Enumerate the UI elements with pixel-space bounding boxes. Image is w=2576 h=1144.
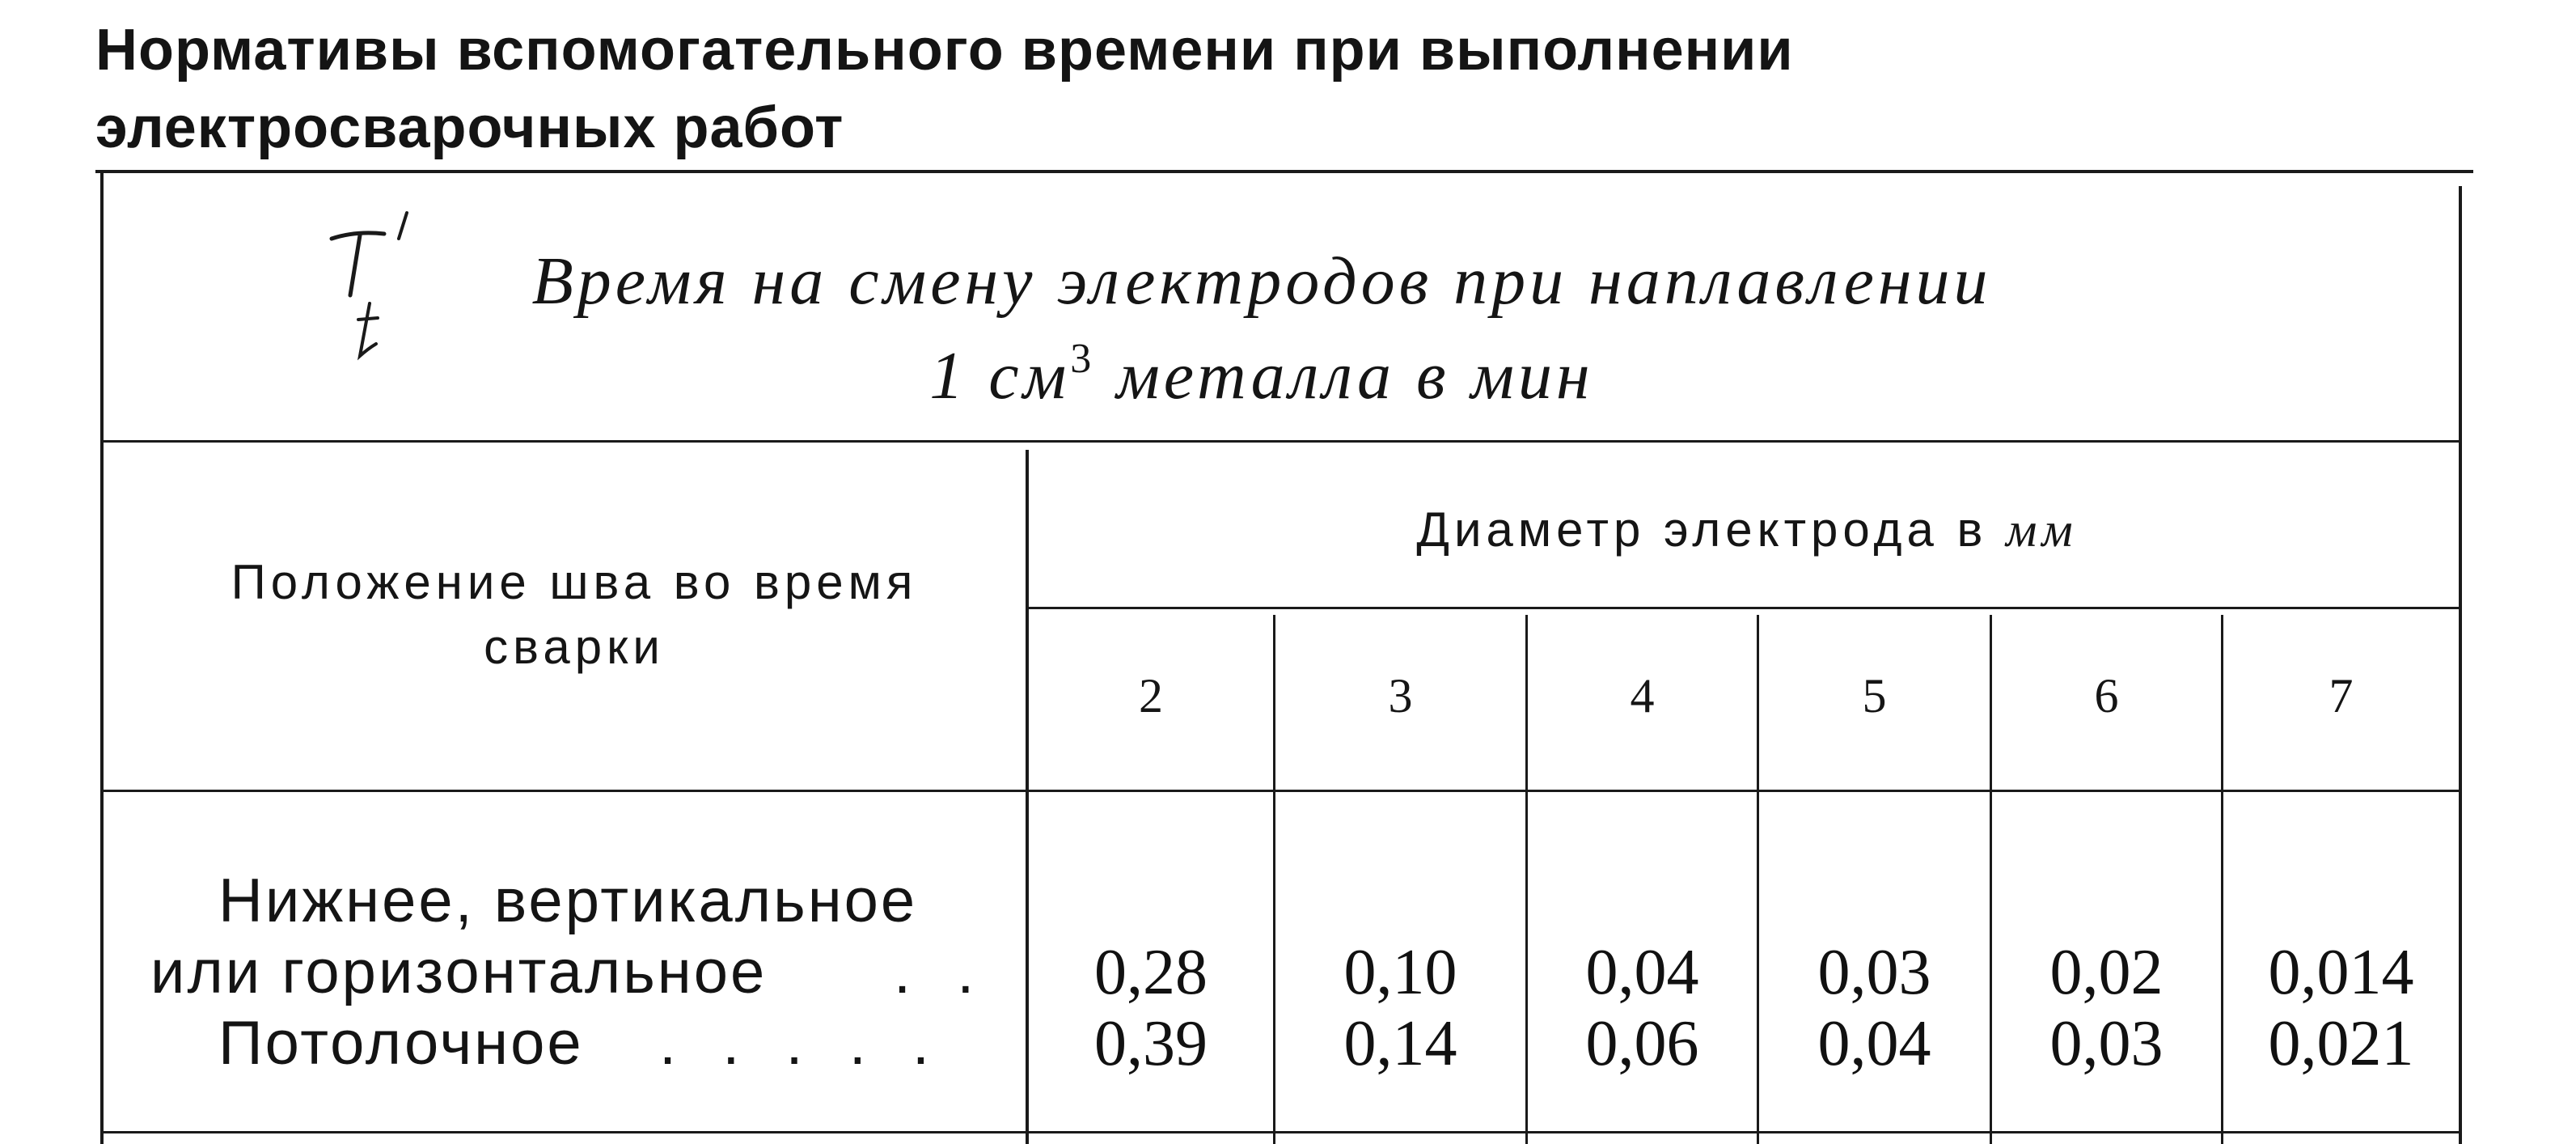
- row-label-lower-vertical-horizontal-line-1: Нижнее, вертикальное: [218, 866, 918, 935]
- row-label-overhead: Потолочное: [218, 1009, 584, 1078]
- caption-volume-rest: металла в мин: [1095, 338, 1594, 413]
- table-top-border: [95, 170, 2473, 173]
- table-cell: 0,04: [1585, 937, 1699, 1008]
- caption-volume: 1 см: [929, 338, 1071, 413]
- seam-position-header-line-1: Положение шва во время: [231, 555, 918, 609]
- row-label-lower-vertical-horizontal-line-2: или горизонтальное: [150, 938, 768, 1006]
- row-leader-dots: . .: [894, 938, 989, 1006]
- diameter-column-head: 4: [1630, 669, 1655, 722]
- diameter-column-head: 6: [2094, 669, 2119, 722]
- table-left-border: [100, 173, 104, 1144]
- row-leader-dots: . . . . .: [659, 1009, 945, 1078]
- diameter-column-head: 2: [1139, 669, 1163, 722]
- diameter-column-head: 7: [2329, 669, 2354, 722]
- electrode-diameter-header-text: Диаметр электрода в: [1416, 502, 2007, 557]
- table-caption-line-1: Время на смену электродов при наплавлении: [531, 244, 1992, 319]
- electrode-diameter-unit: мм: [2006, 503, 2078, 557]
- seam-position-header-line-2: сварки: [484, 620, 665, 674]
- table-cell: 0,03: [2049, 1008, 2164, 1079]
- page-title-line-1: Нормативы вспомогательного времени при выполнении: [95, 18, 1794, 83]
- table-cell: 0,10: [1343, 937, 1457, 1008]
- diameter-column-head: 5: [1862, 669, 1887, 722]
- table-cell: 0,06: [1585, 1008, 1699, 1079]
- page-title-line-2: электросварочных работ: [95, 95, 844, 160]
- page-title: [95, 11, 2441, 167]
- table-cell: 0,04: [1817, 1008, 1931, 1079]
- table-cell: 0,39: [1094, 1008, 1208, 1079]
- time-symbol-icon: [319, 206, 433, 384]
- table-cell: 0,03: [1817, 937, 1931, 1008]
- table-cell: 0,014: [2268, 937, 2414, 1008]
- header-bottom-divider: [104, 790, 2459, 792]
- table-cell: 0,14: [1343, 1008, 1457, 1079]
- caption-divider: [104, 440, 2459, 443]
- table-cell: 0,02: [2049, 937, 2164, 1008]
- table-right-border: [2459, 186, 2462, 1144]
- seam-position-header: [121, 550, 1027, 680]
- table-cell: 0,021: [2268, 1008, 2414, 1079]
- table-bottom-border: [104, 1131, 2459, 1133]
- table-cell: 0,28: [1094, 937, 1208, 1008]
- diameter-header-divider: [1029, 607, 2459, 609]
- table-caption-line-2: [453, 320, 2071, 415]
- caption-volume-exponent: 3: [1070, 336, 1096, 382]
- table-caption: [453, 243, 2071, 415]
- electrode-diameter-header: [1027, 498, 2467, 562]
- diameter-column-head: 3: [1388, 669, 1413, 722]
